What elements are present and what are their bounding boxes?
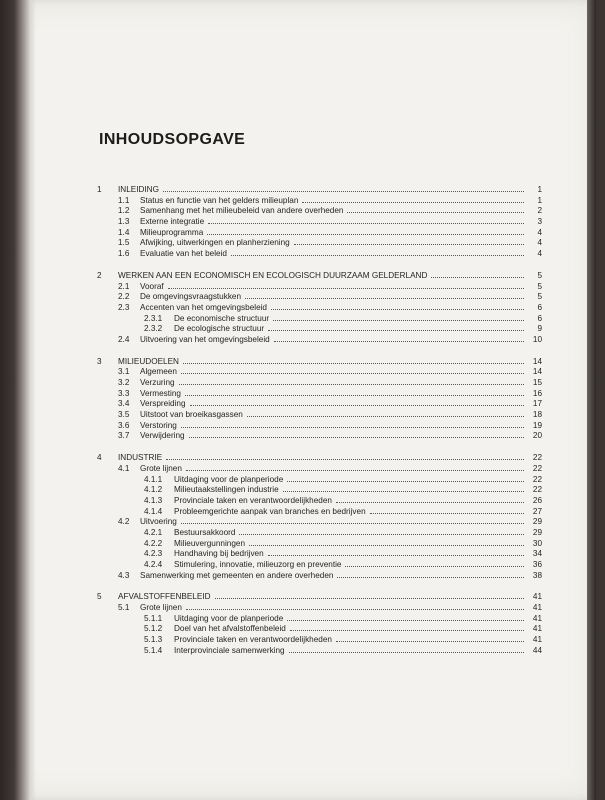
- toc-chapter: [97, 453, 542, 581]
- toc-entry-number: 3.6: [118, 420, 130, 430]
- toc-entry-title: Verzuring: [140, 378, 175, 387]
- toc-entry-title: Grote lijnen: [140, 463, 182, 473]
- dot-leader: [287, 620, 524, 621]
- toc-entry-title: Verstoring: [140, 420, 177, 430]
- toc-entry-title: Uitdaging voor de planperiode: [174, 474, 284, 484]
- toc-chapter: [97, 592, 542, 656]
- dot-leader: [347, 212, 524, 213]
- dot-leader: [370, 513, 524, 514]
- toc-subsection-entry[interactable]: [97, 314, 542, 325]
- dot-leader: [245, 298, 524, 299]
- toc-page-number: 1: [537, 185, 542, 194]
- toc-section-entry[interactable]: [97, 335, 542, 346]
- dot-leader: [231, 255, 524, 256]
- dot-leader: [271, 309, 524, 310]
- toc-chapter: [97, 271, 542, 346]
- toc-entry-number: 2.2: [118, 292, 130, 302]
- dot-leader: [239, 534, 524, 535]
- toc-entry-number: 2.3.2: [144, 324, 163, 334]
- toc-page-number: 6: [537, 302, 542, 312]
- toc-entry-title: Probleemgerichte aanpak van branches en bedrijven: [174, 506, 366, 516]
- toc-page-number: 27: [532, 506, 542, 516]
- toc-page-number: 14: [532, 356, 542, 366]
- toc-entry-title: Milieuvergunningen: [174, 538, 246, 548]
- toc-page-number: 3: [537, 217, 542, 227]
- toc-entry-title: De economische structuur: [174, 313, 270, 323]
- toc-entry-number: 3.1: [118, 367, 130, 377]
- toc-page-number: 2: [537, 206, 542, 216]
- toc-subsection-entry[interactable]: [97, 485, 542, 496]
- toc-entry-number: 4.2.4: [144, 560, 163, 569]
- toc-page-number: 20: [532, 431, 542, 441]
- toc-entry-title: Samenwerking met gemeenten en andere overheden: [140, 570, 334, 580]
- toc-entry-title: Milieutaakstellingen industrie: [174, 485, 279, 495]
- toc-page-number: 4: [537, 238, 542, 248]
- toc-entry-number: 3.7: [118, 431, 130, 441]
- toc-entry-number: 4.1: [118, 463, 130, 473]
- dot-leader: [185, 395, 524, 396]
- toc-entry-number: 4.1.4: [144, 506, 163, 516]
- toc-entry-title: Externe integratie: [140, 217, 205, 227]
- dot-leader: [345, 566, 524, 567]
- toc-page-number: 29: [532, 527, 542, 537]
- toc-entry-title: Algemeen: [140, 367, 177, 377]
- dot-leader: [336, 502, 524, 503]
- toc-page-number: 22: [532, 474, 542, 484]
- dot-leader: [247, 416, 524, 417]
- dot-leader: [179, 384, 524, 385]
- toc-section-entry[interactable]: [97, 303, 542, 314]
- toc-chapter-heading[interactable]: [97, 357, 542, 368]
- toc-entry-number: 1.3: [118, 217, 130, 227]
- toc-page-number: 9: [537, 324, 542, 334]
- toc-chapter: [97, 357, 542, 443]
- toc-page-number: 41: [532, 635, 542, 645]
- toc-page-number: 14: [532, 367, 542, 377]
- toc-section-entry[interactable]: [97, 517, 542, 528]
- dot-leader: [181, 427, 524, 428]
- toc-entry-title: AFVALSTOFFENBELEID: [118, 592, 211, 602]
- toc-page-number: 41: [532, 592, 542, 602]
- dot-leader: [207, 234, 524, 235]
- toc-page-number: 15: [532, 378, 542, 387]
- dot-leader: [283, 491, 524, 492]
- toc-entry-title: Vooraf: [140, 281, 164, 291]
- toc-entry-number: 4.3: [118, 570, 130, 580]
- toc-page-number: 22: [532, 485, 542, 495]
- dot-leader: [274, 341, 524, 342]
- toc-section-entry[interactable]: [97, 292, 542, 303]
- toc-page-number: 5: [537, 292, 542, 302]
- toc-section-entry[interactable]: [97, 282, 542, 293]
- toc-entry-number: 1.5: [118, 238, 130, 248]
- toc-subsection-entry[interactable]: [97, 539, 542, 550]
- toc-section-entry[interactable]: [97, 421, 542, 432]
- toc-section-entry[interactable]: [97, 603, 542, 614]
- toc-entry-title: Doel van het afvalstoffenbeleid: [174, 624, 286, 634]
- toc-page-number: 10: [532, 334, 542, 344]
- toc-subsection-entry[interactable]: [97, 528, 542, 539]
- dot-leader: [290, 630, 524, 631]
- toc-entry-number: 2.1: [118, 281, 130, 291]
- toc-page-number: 4: [537, 227, 542, 237]
- toc-entry-title: Bestuursakkoord: [174, 527, 236, 537]
- toc-entry-number: 3.4: [118, 399, 130, 409]
- dot-leader: [289, 652, 524, 653]
- dot-leader: [273, 320, 524, 321]
- toc-entry-number: 3.2: [118, 378, 130, 387]
- toc-subsection-entry[interactable]: [97, 507, 542, 518]
- toc-entry-title: Samenhang met het milieubeleid van andere overheden: [140, 206, 344, 216]
- toc-page-number: 26: [532, 495, 542, 505]
- toc-page-number: 16: [532, 388, 542, 398]
- toc-entry-number: 4.2.3: [144, 549, 163, 559]
- toc-page-number: 17: [532, 399, 542, 409]
- table-of-contents: [97, 185, 542, 668]
- toc-page-number: 41: [532, 603, 542, 613]
- toc-entry-title: Afwijking, uitwerkingen en planherziening: [140, 238, 290, 248]
- toc-entry-title: Provinciale taken en verantwoordelijkheden: [174, 635, 332, 645]
- toc-entry-number: 3.5: [118, 410, 130, 420]
- toc-page-number: 1: [537, 195, 542, 205]
- toc-entry-title: Handhaving bij bedrijven: [174, 549, 264, 559]
- toc-entry-number: 1.4: [118, 227, 130, 237]
- toc-entry-number: 5.1.3: [144, 635, 163, 645]
- toc-entry-number: 4.1.1: [144, 474, 163, 484]
- toc-entry-title: Status en functie van het gelders milieuplan: [140, 195, 299, 205]
- toc-entry-number: 4: [97, 453, 102, 463]
- toc-entry-title: MILIEUDOELEN: [118, 356, 179, 366]
- page-title: INHOUDSOPGAVE: [99, 131, 246, 148]
- toc-entry-title: Verwijdering: [140, 431, 185, 441]
- toc-section-entry[interactable]: [97, 206, 542, 217]
- toc-section-entry[interactable]: [97, 217, 542, 228]
- toc-page-number: 6: [537, 313, 542, 323]
- toc-entry-title: Evaluatie van het beleid: [140, 249, 227, 259]
- toc-section-entry[interactable]: [97, 389, 542, 400]
- toc-section-entry[interactable]: [97, 399, 542, 410]
- toc-entry-title: Uitvoering van het omgevingsbeleid: [140, 334, 270, 344]
- dot-leader: [215, 598, 524, 599]
- dot-leader: [189, 437, 524, 438]
- toc-page-number: 44: [532, 645, 542, 655]
- toc-page-number: 22: [532, 453, 542, 463]
- toc-entry-number: 1.6: [118, 249, 130, 259]
- toc-entry-title: Uitvoering: [140, 517, 177, 527]
- dot-leader: [186, 470, 524, 471]
- toc-entry-number: 4.2: [118, 517, 130, 527]
- toc-page-number: 41: [532, 624, 542, 634]
- toc-entry-title: De ecologische structuur: [174, 324, 265, 334]
- dot-leader: [163, 191, 524, 192]
- toc-entry-title: INDUSTRIE: [118, 453, 163, 463]
- dot-leader: [208, 223, 524, 224]
- toc-chapter-heading[interactable]: [97, 271, 542, 282]
- toc-section-entry[interactable]: [97, 367, 542, 378]
- dot-leader: [181, 523, 524, 524]
- dot-leader: [190, 405, 524, 406]
- toc-subsection-entry[interactable]: [97, 614, 542, 625]
- toc-entry-title: Provinciale taken en verantwoordelijkheden: [174, 495, 332, 505]
- toc-entry-number: 2: [97, 270, 102, 280]
- toc-section-entry[interactable]: [97, 410, 542, 421]
- toc-section-entry[interactable]: [97, 571, 542, 582]
- toc-section-entry[interactable]: [97, 249, 542, 260]
- toc-page-number: 38: [532, 570, 542, 580]
- toc-subsection-entry[interactable]: [97, 624, 542, 635]
- dot-leader: [337, 577, 524, 578]
- toc-entry-number: 1.2: [118, 206, 130, 216]
- toc-entry-title: Uitstoot van broeikasgassen: [140, 410, 243, 420]
- dot-leader: [168, 288, 524, 289]
- toc-entry-title: INLEIDING: [118, 185, 159, 194]
- dot-leader: [186, 609, 524, 610]
- dot-leader: [183, 363, 524, 364]
- toc-section-entry[interactable]: [97, 464, 542, 475]
- toc-page-number: 36: [532, 560, 542, 569]
- toc-entry-number: 4.1.3: [144, 495, 163, 505]
- toc-section-entry[interactable]: [97, 238, 542, 249]
- toc-entry-title: Interprovinciale samenwerking: [174, 645, 285, 655]
- toc-entry-title: Milieuprogramma: [140, 227, 204, 237]
- toc-entry-title: WERKEN AAN EEN ECONOMISCH EN ECOLOGISCH DUURZAAM GELDERLAND: [118, 270, 428, 280]
- toc-chapter-heading[interactable]: [97, 453, 542, 464]
- toc-section-entry[interactable]: [97, 378, 542, 389]
- toc-entry-title: Verspreiding: [140, 399, 186, 409]
- toc-entry-number: 4.1.2: [144, 485, 163, 495]
- toc-entry-number: 5.1: [118, 603, 130, 613]
- toc-entry-title: Uitdaging voor de planperiode: [174, 613, 284, 623]
- toc-section-entry[interactable]: [97, 196, 542, 207]
- page-edge-shadow: [587, 0, 596, 800]
- dot-leader: [431, 277, 524, 278]
- toc-entry-number: 5.1.2: [144, 624, 163, 634]
- toc-entry-number: 4.2.1: [144, 527, 163, 537]
- toc-entry-number: 2.3.1: [144, 313, 163, 323]
- toc-subsection-entry[interactable]: [97, 635, 542, 646]
- toc-chapter-heading[interactable]: [97, 592, 542, 603]
- toc-entry-number: 2.3: [118, 302, 130, 312]
- toc-entry-number: 5.1.4: [144, 645, 163, 655]
- toc-page-number: 5: [537, 270, 542, 280]
- toc-subsection-entry[interactable]: [97, 324, 542, 335]
- toc-page-number: 30: [532, 538, 542, 548]
- toc-subsection-entry[interactable]: [97, 549, 542, 560]
- toc-section-entry[interactable]: [97, 431, 542, 442]
- toc-entry-title: De omgevingsvraagstukken: [140, 292, 242, 302]
- toc-page-number: 19: [532, 420, 542, 430]
- toc-page-number: 34: [532, 549, 542, 559]
- dot-leader: [302, 202, 524, 203]
- toc-page-number: 29: [532, 517, 542, 527]
- dot-leader: [268, 330, 524, 331]
- dot-leader: [287, 481, 524, 482]
- toc-entry-number: 2.4: [118, 334, 130, 344]
- toc-page-number: 4: [537, 249, 542, 259]
- toc-page-number: 22: [532, 463, 542, 473]
- toc-page-number: 41: [532, 613, 542, 623]
- dot-leader: [294, 244, 524, 245]
- toc-entry-title: Vermesting: [140, 388, 181, 398]
- dot-leader: [336, 641, 524, 642]
- toc-page-number: 18: [532, 410, 542, 420]
- toc-subsection-entry[interactable]: [97, 560, 542, 571]
- toc-entry-number: 3: [97, 356, 102, 366]
- toc-chapter: [97, 185, 542, 260]
- toc-subsection-entry[interactable]: [97, 475, 542, 486]
- toc-chapter-heading[interactable]: [97, 185, 542, 196]
- dot-leader: [249, 545, 524, 546]
- toc-entry-number: 5: [97, 592, 102, 602]
- dot-leader: [268, 555, 524, 556]
- toc-entry-number: 5.1.1: [144, 613, 163, 623]
- toc-entry-number: 1.1: [118, 195, 130, 205]
- toc-entry-title: Stimulering, innovatie, milieuzorg en preventie: [174, 560, 342, 569]
- toc-entry-number: 1: [97, 185, 102, 194]
- toc-page-number: 5: [537, 281, 542, 291]
- dot-leader: [166, 459, 524, 460]
- toc-entry-number: 3.3: [118, 388, 130, 398]
- toc-entry-number: 4.2.2: [144, 538, 163, 548]
- toc-entry-title: Accenten van het omgevingsbeleid: [140, 302, 267, 312]
- toc-entry-title: Grote lijnen: [140, 603, 182, 613]
- toc-subsection-entry[interactable]: [97, 496, 542, 507]
- dot-leader: [181, 373, 524, 374]
- toc-section-entry[interactable]: [97, 228, 542, 239]
- toc-subsection-entry[interactable]: [97, 646, 542, 657]
